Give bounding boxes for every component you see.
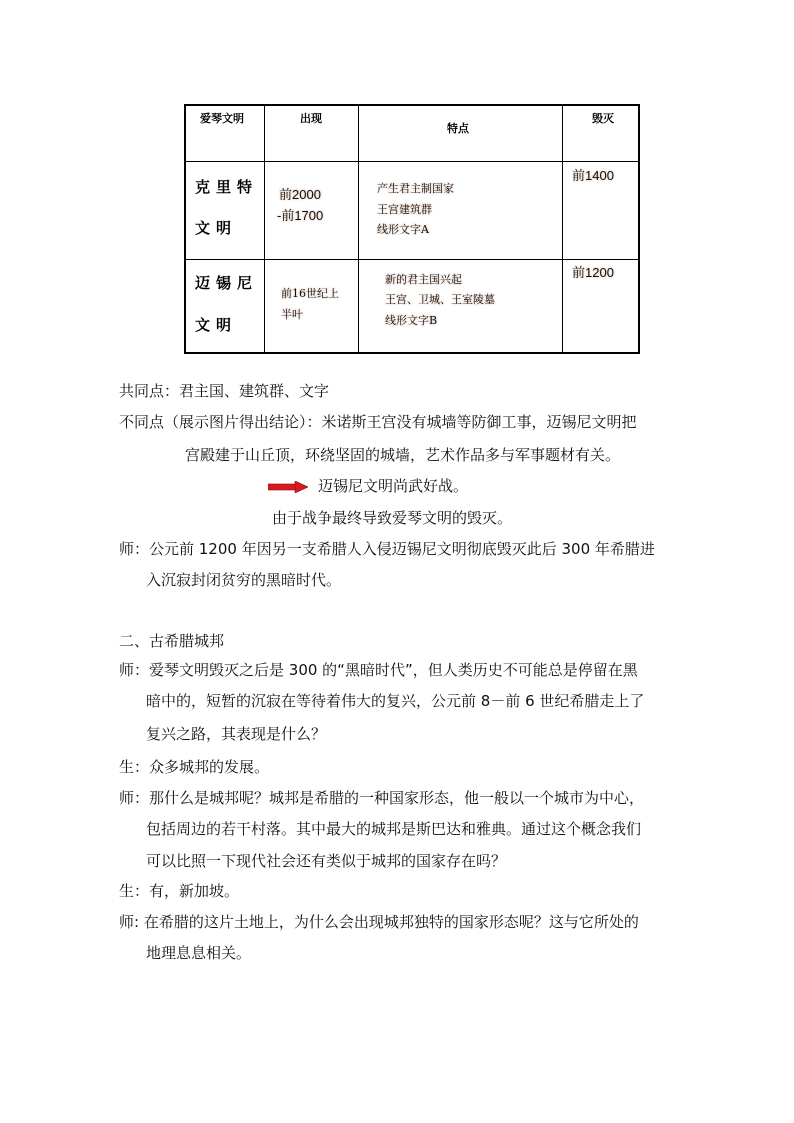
civilization-table (184, 104, 640, 354)
section-heading: 二、古希腊城邦 (119, 632, 225, 650)
row1-feature-1: 产生君主制国家 (377, 182, 454, 195)
common-points: 共同点：君主国、建筑群、文字 (119, 382, 330, 400)
war-conclusion: 由于战争最终导致爱琴文明的毁灭。 (272, 509, 513, 527)
teacher-line-4b: 地理息息相关。 (146, 944, 252, 962)
student-line-1: 生：众多城邦的发展。 (119, 758, 270, 776)
teacher-line-3c: 可以比照一下现代社会还有类似于城邦的国家存在吗？ (146, 852, 507, 870)
teacher-line-3b: 包括周边的若干村落。其中最大的城邦是斯巴达和雅典。通过这个概念我们 (146, 820, 642, 838)
student-line-2: 生：有，新加坡。 (119, 882, 240, 900)
row1-feature-3: 线形文字A (377, 223, 429, 236)
row2-destruction: 前1200 (572, 265, 614, 280)
row2-feature-1: 新的君主国兴起 (385, 273, 462, 286)
teacher-line-2a: 师：爱琴文明毁灭之后是 300 的“黑暗时代”，但人类历史不可能总是停留在黑 (119, 661, 638, 679)
row2-name-suffix: 文明 (195, 316, 238, 334)
header-destruction: 毁灭 (592, 112, 614, 125)
row2-name: 迈锡尼 (195, 274, 259, 292)
row2-feature-2: 王宫、卫城、王室陵墓 (385, 293, 495, 306)
row2-appearance-2: 半叶 (281, 308, 303, 321)
teacher-line-2b: 暗中的，短暂的沉寂在等待着伟大的复兴，公元前 8－前 6 世纪希腊走上了 (146, 692, 645, 710)
teacher-line-3a: 师：那什么是城邦呢？城邦是希腊的一种国家形态，他一般以一个城市为中心， (119, 789, 645, 807)
teacher-line-1b: 入沉寂封闭贫穷的黑暗时代。 (146, 571, 342, 589)
row2-feature-3: 线形文字B (385, 314, 438, 327)
row1-appearance: 前2000 (279, 187, 321, 202)
right-arrow-icon (268, 481, 308, 493)
teacher-line-4a: 师: 在希腊的这片土地上，为什么会出现城邦独特的国家形态呢？这与它所处的 (119, 913, 639, 931)
row1-name: 克里特 (195, 178, 259, 196)
teacher-line-1a: 师：公元前 1200 年因另一支希腊人入侵迈锡尼文明彻底毁灭此后 300 年希腊进 (119, 540, 655, 558)
header-appearance: 出现 (300, 112, 322, 125)
row1-appearance-2: -前1700 (277, 208, 324, 223)
arrow-conclusion: 迈锡尼文明尚武好战。 (318, 477, 469, 495)
teacher-line-2c: 复兴之路，其表现是什么？ (146, 725, 327, 743)
difference-line-2: 宫殿建于山丘顶，环绕坚固的城墙，艺术作品多与军事题材有关。 (185, 446, 621, 464)
header-features: 特点 (447, 122, 469, 135)
row1-destruction: 前1400 (572, 168, 614, 183)
row1-feature-2: 王宫建筑群 (377, 203, 432, 216)
difference-line-1: 不同点（展示图片得出结论）：米诺斯王宫没有城墙等防御工事，迈锡尼文明把 (119, 413, 637, 431)
header-civilization: 爱琴文明 (200, 112, 244, 125)
row2-appearance: 前16世纪上 (281, 287, 339, 300)
row1-name-suffix: 文明 (195, 219, 238, 237)
